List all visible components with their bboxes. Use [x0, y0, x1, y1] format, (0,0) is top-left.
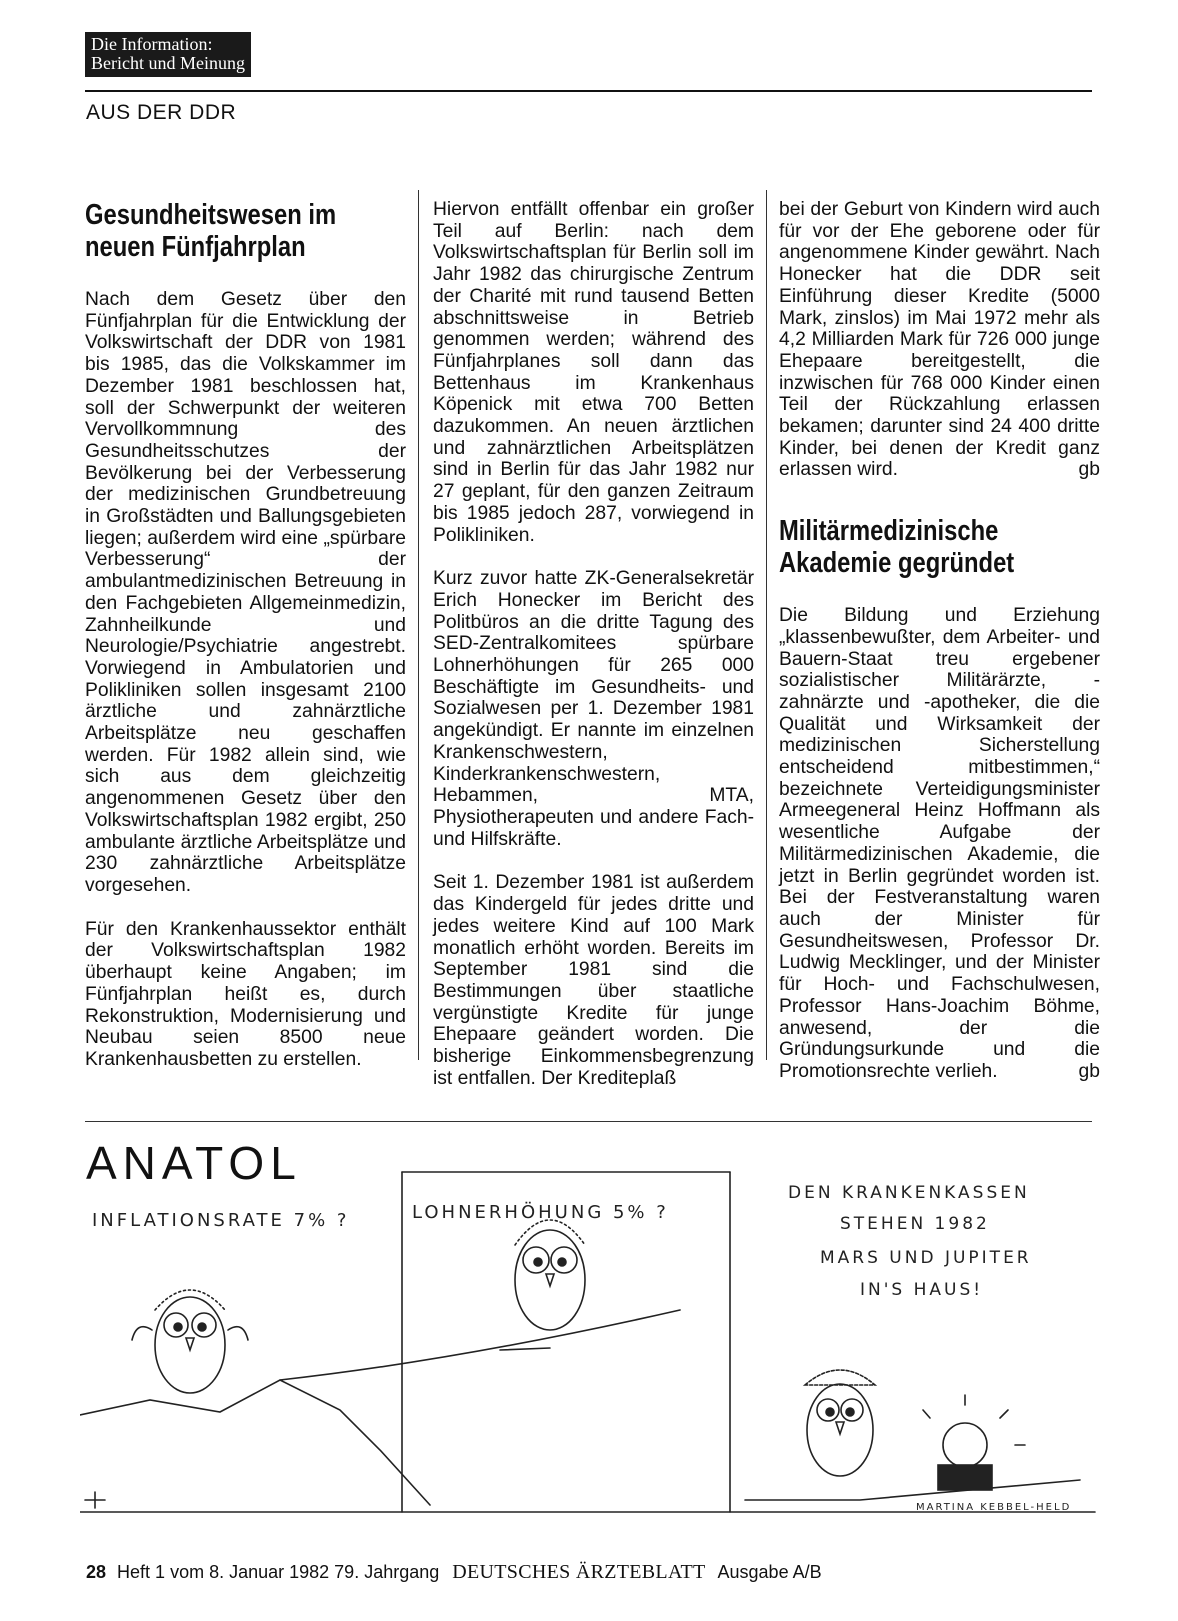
section-label: [85, 32, 251, 77]
crystal-ball-icon: [923, 1395, 1025, 1490]
cartoon-drawing: [80, 1160, 1100, 1520]
article1-paragraph: Für den Krankenhaussektor enthält der Volkswirtschaftsplan 1982 überhaupt keine Angaben; im Fünfjahrplan heißt es, durch Rekonstruktion, Modernisierung und Neubau seien 8500 neue Krankenhausbetten zu erstellen.: [85, 918, 406, 1070]
article1-paragraph: Hiervon entfällt offenbar ein großer Teil auf Berlin: nach dem Volkswirtschaftsplan für Berlin soll im Jahr 1982 das chirurgische Zentrum der Charité mit rund tausend Betten abschnittsweise in Betrieb genommen werden; während des Fünfjahrplanes soll dann das Bettenhaus im Krankenhaus Köpenick mit etwa 700 Betten dazukommen. An neuen ärztlichen und zahnärztlichen Arbeitsplätzen sind in Berlin für das Jahr 1982 nur 27 geplant, für den ganzen Zeitraum bis 1985 jedoch 287, vorwiegend in Polikliniken.: [433, 199, 754, 546]
page-footer: [86, 1561, 822, 1584]
article1-continuation: [779, 199, 1100, 481]
artist-signature: MARTINA KEBBEL-HELD: [916, 1502, 1072, 1513]
article2-headline: Militärmedizinische Akademie gegründet: [779, 515, 1015, 580]
article2-signature: gb: [1078, 1060, 1100, 1082]
column-divider: [766, 190, 767, 1060]
panel3-caption-line2: STEHEN 1982: [840, 1214, 990, 1234]
article1-paragraph: Kurz zuvor hatte ZK-Generalsekretär Erich Honecker im Bericht des Politbüros an die dritte Tagung des SED-Zentralkomitees spürbare Lohnerhöhungen für 265 000 Beschäftigte im Gesundheits- und Sozialwesen per 1. Dezember 1981 angekündigt. Er nannte im einzelnen Krankenschwestern, Kinderkrankenschwestern, Hebammen, MTA, Physiotherapeuten und andere Fach- und Hilfskräfte.: [433, 568, 754, 850]
owl-icon: [515, 1220, 585, 1330]
owl-icon: [805, 1370, 875, 1476]
article2-body-text: Die Bildung und Erziehung „klassenbewußter, dem Arbeiter- und Bauern-Staat treu ergebener sozialistischer Militärärzte, -zahnärzte und -apotheker, die die Qualität und Wirksamkeit der medizinischen Sicherstellung entscheidend mitbestimmen,“ bezeichnete Verteidigungsminister Armeegeneral Heinz Hoffmann als wesentliche Aufgabe der Militärmedizinischen Akademie, die jetzt in Berlin gegründet worden ist. Bei der Festveranstaltung waren auch der Minister für Gesundheitswesen, Professor Dr. Ludwig Mecklinger, und der Minister für Hoch- und Fachschulwesen, Professor Hans-Joachim Böhme, anwesend, der die Gründungsurkunde und die Promotionsrechte verlieh.: [779, 605, 1100, 1082]
page-number: 28: [86, 1562, 107, 1582]
article1-column1: [85, 199, 406, 1071]
article1-headline: Gesundheitswesen im neuen Fünfjahrplan: [85, 199, 337, 263]
article1-signature: gb: [1078, 459, 1100, 481]
article2-body: [779, 605, 1100, 1082]
panel3-caption-line1: DEN KRANKENKASSEN: [788, 1183, 1030, 1203]
article1-paragraph: Seit 1. Dezember 1981 ist außerdem das Kindergeld für jedes dritte und jedes weitere Kind auf 100 Mark monatlich erhöht worden. Bereits im September 1981 sind die Bestimmungen über staatliche vergünstigte Kredite für junge Ehepaare geändert worden. Die bisherige Einkommensbegrenzung ist entfallen. Der Kreditерlaß: [433, 872, 754, 1089]
cartoon-title: ANATOL: [86, 1137, 302, 1189]
edition: Ausgabe A/B: [717, 1562, 822, 1582]
panel3-caption-line3: MARS UND JUPITER: [820, 1248, 1032, 1268]
section-label-line1: Die Information:: [91, 34, 213, 54]
issue-info: Heft 1 vom 8. Januar 1982 79. Jahrgang: [117, 1562, 440, 1582]
column-divider: [418, 190, 419, 1060]
rubric: AUS DER DDR: [86, 101, 237, 124]
header-divider: [85, 90, 1092, 92]
panel3-caption-line4: IN'S HAUS!: [860, 1280, 984, 1300]
magazine-name: DEUTSCHES ÄRZTEBLATT: [452, 1561, 706, 1583]
article1-paragraph: Nach dem Gesetz über den Fünfjahrplan für die Entwicklung der Volkswirtschaft der DDR von 1981 bis 1985, das die Volkskammer im Dezember 1981 beschlossen hat, soll der Schwerpunkt der weiteren Vervollkommnung des Gesundheitsschutzes der Bevölkerung bei der Verbesserung der medizinischen Grundbetreuung in Großstädten und Ballungsgebieten liegen; außerdem wird eine „spürbare Verbesserung“ der ambulantmedizinischen Betreuung in den Fachgebieten Allgemeinmedizin, Zahnheilkunde und Neurologie/Psychiatrie angestrebt. Vorwiegend in Ambulatorien und Polikliniken sollen insgesamt 2100 ärztliche und zahnärztliche Arbeitsplätze neu geschaffen werden. Für 1982 allein sind, wie sich aus dem gleichzeitig angenommenen Gesetz über den Volkswirtschaftsplan 1982 ergibt, 250 ambulante ärztliche Arbeitsplätze und 230 zahnärztliche Arbeitsplätze vorgesehen.: [85, 289, 406, 896]
panel1-caption: INFLATIONSRATE 7% ?: [92, 1210, 350, 1231]
article1-continuation-text: bei der Geburt von Kindern wird auch für vor der Ehe geborene oder für angenommene Kinder gewährt. Nach Honecker hat die DDR seit Einführung dieser Kredite (5000 Mark, zinslos) im Mai 1972 mehr als 4,2 Milliarden Mark für 726 000 junge Ehepaare bereitgestellt, die inzwischen für 768 000 Kinder einen Teil der Rückzahlung erlassen bekamen; darunter sind 24 400 dritte Kinder, bei denen der Kredit ganz erlassen wird.: [779, 199, 1100, 481]
cartoon-divider: [85, 1121, 1092, 1122]
owl-icon: [132, 1290, 248, 1393]
section-label-line2: Bericht und Meinung: [91, 53, 245, 73]
article1-column2: [433, 199, 754, 1089]
panel2-caption: LOHNERHÖHUNG 5% ?: [412, 1202, 669, 1223]
column3: [779, 199, 1100, 1083]
